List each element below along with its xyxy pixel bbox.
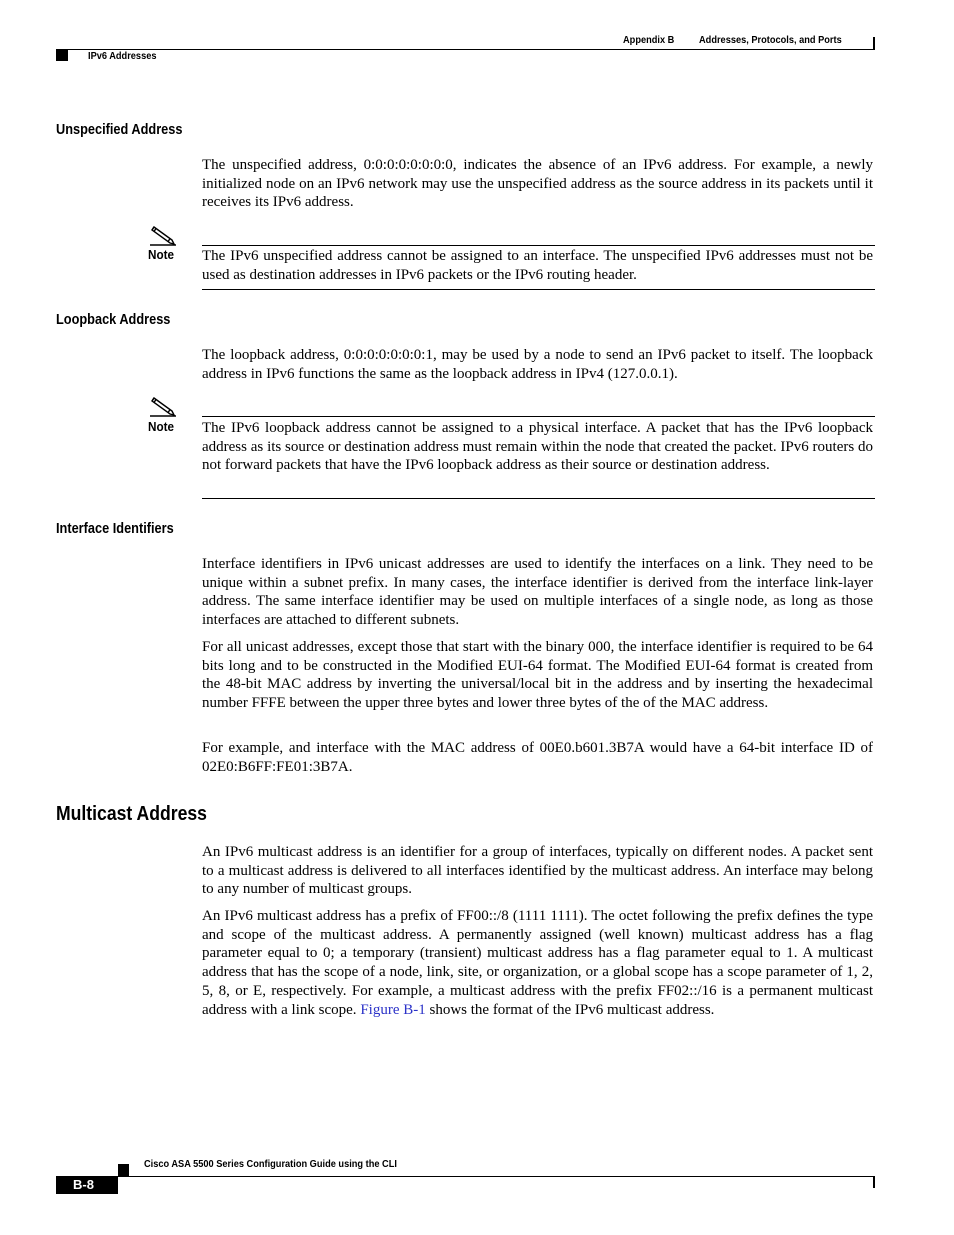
footer-block [118, 1164, 129, 1176]
unspecified-heading: Unspecified Address [56, 122, 183, 138]
interface-identifiers-para-3: For example, and interface with the MAC address of 00E0.b601.3B7A would have a 64-bit interface ID of 02E0:B6FF:FE01:3B7A. [202, 740, 873, 775]
multicast-para-1: An IPv6 multicast address is an identifier for a group of interfaces, typically on different nodes. A packet sent to a multicast address is delivered to all interfaces identified by the multicast address. An interface may belong to any number of multicast groups. [202, 844, 873, 898]
multicast-heading: Multicast Address [56, 803, 207, 825]
interface-identifiers-para-2: For all unicast addresses, except those that start with the binary 000, the interface identifier is required to be 64 bits long and to be constructed in the Modified EUI-64 format. The Modified EUI-64 format is created from the 48-bit MAC address by inverting the universal/local bit in the address and by inserting the hexadecimal number FFFE between the upper three bytes and lower three bytes of the of the MAC address. [202, 639, 873, 712]
page-number: B-8 [73, 1177, 94, 1192]
interface-identifiers-heading: Interface Identifiers [56, 521, 174, 537]
figure-b1-link[interactable]: Figure B-1 [360, 1001, 426, 1018]
note-bottom-rule [202, 498, 875, 499]
note-label: Note [148, 419, 175, 434]
note-pencil-icon [148, 395, 178, 417]
footer-tick [873, 1176, 875, 1188]
page-number-box [56, 1176, 118, 1194]
footer-rule [56, 1176, 874, 1177]
unspecified-para: The unspecified address, 0:0:0:0:0:0:0:0, indicates the absence of an IPv6 address. For example, a newly initialized node on an IPv6 network may use the unspecified address as the source address in its packets until it receives its IPv6 address. [202, 157, 873, 211]
header-chapter-title: Addresses, Protocols, and Ports [699, 34, 842, 46]
loopback-para: The loopback address, 0:0:0:0:0:0:0:1, may be used by a node to send an IPv6 packet to itself. The loopback address in IPv6 functions the same as the loopback address in IPv4 (127.0.0.1). [202, 347, 873, 382]
multicast-para-2 [202, 907, 873, 1019]
note-top-rule [202, 245, 875, 246]
multicast-para-2-text-b: shows the format of the IPv6 multicast address. [425, 1001, 715, 1018]
header-section: IPv6 Addresses [88, 50, 157, 62]
note-top-rule [202, 416, 875, 417]
loopback-note-text: The IPv6 loopback address cannot be assigned to a physical interface. A packet that has the IPv6 loopback address as its source or destination address must remain within the node that created the packet. IPv6 routers do not forward packets that have the IPv6 loopback address as their source or destination address. [202, 420, 873, 474]
multicast-para-2-text-a: An IPv6 multicast address has a prefix of FF00::/8 (1111 1111). The octet following the prefix defines the type and scope of the multicast address. A permanently assigned (well known) multicast address has a flag parameter equal to 0; a temporary (transient) multicast address has a flag parameter equal to 1. A multicast address that has the scope of a node, link, site, or organization, or a global scope has a scope parameter of 1, 2, 5, 8, or E, respectively. For example, a multicast address with the prefix FF02::/16 is a permanent multicast address with a link scope. [202, 908, 873, 1018]
note-bottom-rule [202, 289, 875, 290]
note-label: Note [148, 247, 175, 262]
unspecified-note-text: The IPv6 unspecified address cannot be assigned to an interface. The unspecified IPv6 addresses must not be used as destination addresses in IPv6 packets or the IPv6 routing header. [202, 248, 873, 283]
header-block [56, 50, 68, 61]
interface-identifiers-para-1: Interface identifiers in IPv6 unicast addresses are used to identify the interfaces on a link. They need to be unique within a subnet prefix. In many cases, the interface identifier is derived from the interface link-layer address. The same interface identifier may be used on multiple interfaces of a single node, as long as those interfaces are attached to different subnets. [202, 556, 873, 629]
header-appendix: Appendix B [623, 34, 675, 46]
footer-guide-title: Cisco ASA 5500 Series Configuration Guide using the CLI [144, 1158, 397, 1170]
note-pencil-icon [148, 224, 178, 246]
header-rule [56, 49, 874, 50]
loopback-heading: Loopback Address [56, 312, 171, 328]
